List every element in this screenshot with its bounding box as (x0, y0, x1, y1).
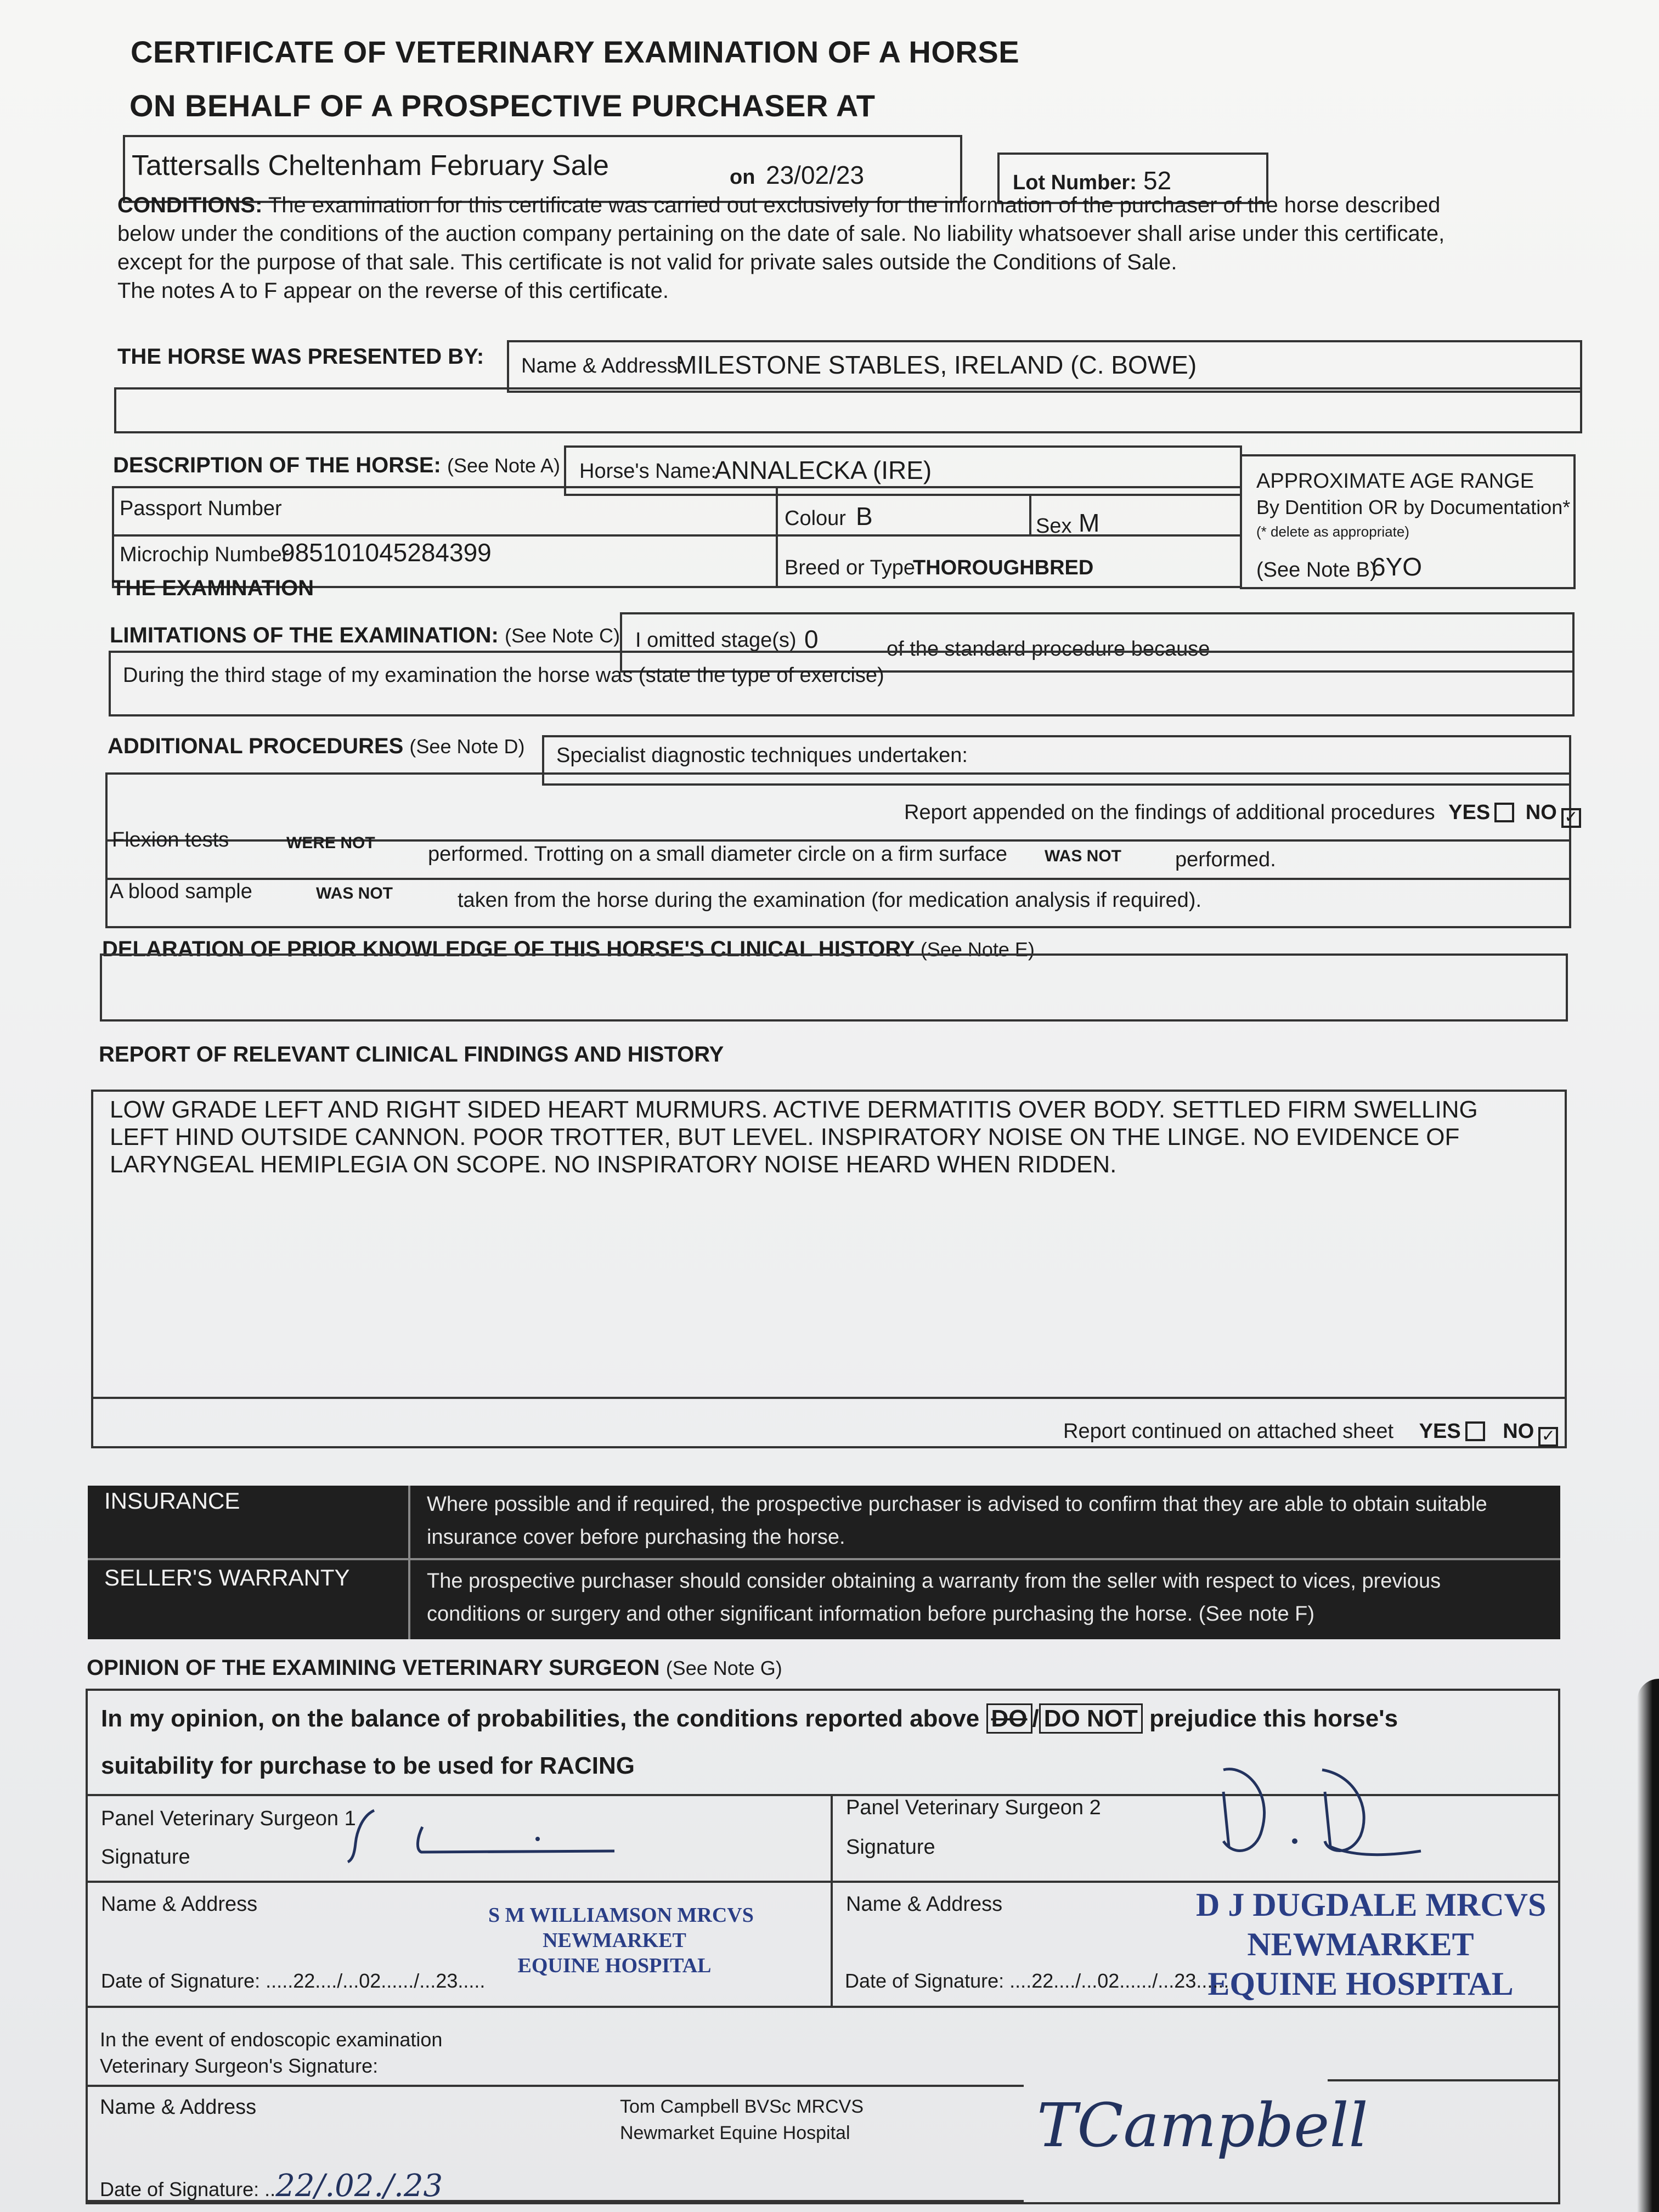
sale-date: 23/02/23 (766, 161, 865, 189)
lot-number: 52 (1143, 166, 1172, 195)
opinion-do-option[interactable]: DO (986, 1703, 1032, 1734)
passport-label: Passport Number (120, 497, 282, 520)
warranty-text: The prospective purchaser should consider obtaining a warranty from the seller with respect to vices, previous conditions or surgery and other significant information before purchasing the horse. (See note F) (427, 1570, 1441, 1626)
presented-value: MILESTONE STABLES, IRELAND (C. BOWE) (676, 351, 1197, 379)
additional-heading: ADDITIONAL PROCEDURES (See Note D) (108, 734, 525, 758)
horse-name-value: ANNALECKA (IRE) (714, 456, 932, 484)
panel2-signature (1212, 1759, 1443, 1869)
panel1-stamp: S M WILLIAMSON MRCVS NEWMARKET EQUINE HOSPITAL (488, 1904, 754, 1977)
colour-value: B (856, 502, 873, 531)
presented-label: Name & Address: (521, 354, 684, 377)
specialist-text: Specialist diagnostic techniques undertaken: (556, 744, 968, 767)
trot-value: WAS NOT (1045, 847, 1121, 865)
report-continued: Report continued on attached sheet YES NO ✓ (1063, 1420, 1558, 1447)
report-appended-yes-checkbox[interactable] (1494, 803, 1514, 822)
trot-text: performed. Trotting on a small diameter circle on a firm surface (428, 843, 1007, 866)
breed-label: Breed or Type (785, 556, 916, 579)
endoscopic-vet: Tom Campbell BVSc MRCVS Newmarket Equine Hospital (620, 2096, 864, 2143)
opinion-statement: In my opinion, on the balance of probabilities, the conditions reported above DO / DO NOT prejudice this horse's (101, 1705, 1398, 1733)
sex-label: Sex (1036, 515, 1072, 538)
endoscopic-signature-line (1328, 2079, 1558, 2081)
omitted-value: 0 (804, 625, 819, 653)
limitations-heading: LIMITATIONS OF THE EXAMINATION: (See Note C) (110, 623, 620, 647)
opinion-do-not-option[interactable]: DO NOT (1039, 1703, 1143, 1734)
report-appended-yes: YES (1448, 801, 1491, 824)
opinion-heading: OPINION OF THE EXAMINING VETERINARY SURGEON (See Note G) (87, 1656, 782, 1680)
grid-col-divider (776, 486, 778, 588)
panel2-stamp: D J DUGDALE MRCVS NEWMARKET EQUINE HOSPITAL (1196, 1887, 1547, 2002)
panel-bottom-divider (86, 2006, 1560, 2008)
report-continued-yes-checkbox[interactable] (1465, 1421, 1485, 1441)
panel1-signature (340, 1805, 636, 1865)
declaration-box (100, 953, 1568, 1022)
conditions-heading: CONDITIONS: (117, 193, 263, 217)
conditions-line-3: except for the purpose of that sale. This certificate is not valid for private sales outside the Conditions of Sale. (117, 250, 1177, 274)
endoscopic-heading: In the event of endoscopic examination Veterinary Surgeon's Signature: (100, 2028, 443, 2077)
lot-label: Lot Number: (1013, 171, 1137, 194)
conditions-line-1: The examination for this certificate was carried out exclusively for the information of the purchaser of the horse described (268, 193, 1441, 217)
presented-heading: THE HORSE WAS PRESENTED BY: (117, 345, 484, 369)
blood-value: WAS NOT (316, 884, 393, 902)
sex-value: M (1079, 509, 1100, 537)
age-see-note: (See Note B) (1256, 558, 1377, 582)
presented-address-box (114, 387, 1582, 433)
flexion-value: WERE NOT (286, 834, 375, 852)
conditions-block (117, 191, 1444, 305)
endoscopic-signature: TCampbell (1037, 2090, 1368, 2160)
findings-line-3: LARYNGEAL HEMIPLEGIA ON SCOPE. NO INSPIRATORY NOISE HEARD WHEN RIDDEN. (110, 1151, 1117, 1178)
flexion-label: Flexion tests (112, 828, 229, 851)
panel2-date: Date of Signature: ....22..../...02....../...23...... (845, 1970, 1229, 1992)
insurance-text: Where possible and if required, the prospective purchaser is advised to confirm that they are able to obtain suitable insurance cover before purchasing the horse. (427, 1493, 1487, 1549)
endoscopic-date: Date of Signature: ..22/.02./.23 (100, 2168, 443, 2204)
horse-name-label: Horse's Name: (579, 460, 717, 483)
conditions-line-4: The notes A to F appear on the reverse of this certificate. (117, 279, 669, 303)
age-heading: APPROXIMATE AGE RANGE (1256, 470, 1534, 493)
report-appended-text: Report appended on the findings of additional procedures YES NO ✓ (904, 801, 1581, 828)
endoscopic-divider (86, 2085, 1024, 2087)
additional-divider-2 (105, 878, 1571, 880)
panel-row-divider (86, 1881, 1560, 1883)
report-continued-yes: YES (1419, 1420, 1461, 1443)
omitted-suffix: of the standard procedure because (887, 637, 1210, 661)
warranty-label: SELLER'S WARRANTY (104, 1565, 350, 1590)
colour-label: Colour (785, 507, 846, 530)
findings-line-2: LEFT HIND OUTSIDE CANNON. POOR TROTTER, BUT LEVEL. INSPIRATORY NOISE ON THE LINGE. NO EVIDENCE OF (110, 1124, 1460, 1150)
examination-heading: THE EXAMINATION (112, 576, 314, 600)
report-continued-no: NO (1503, 1420, 1534, 1443)
third-stage-text: During the third stage of my examination the horse was (state the type of exercise) (123, 664, 884, 687)
panel1-signature-label: Signature (101, 1846, 190, 1869)
report-continued-no-checkbox[interactable]: ✓ (1538, 1427, 1558, 1447)
grid-col-divider-2 (1029, 494, 1031, 537)
panel2-name-label: Name & Address (846, 1893, 1003, 1916)
endoscopic-bottom-line (86, 2200, 1024, 2202)
omitted-label: I omitted stage(s) (635, 629, 797, 652)
advisory-divider (408, 1486, 410, 1639)
microchip-label: Microchip Number (120, 543, 289, 566)
endoscopic-name-label: Name & Address (100, 2096, 257, 2119)
panel2-title: Panel Veterinary Surgeon 2 (846, 1796, 1101, 1819)
findings-heading: REPORT OF RELEVANT CLINICAL FINDINGS AND HISTORY (99, 1042, 724, 1066)
blood-text: taken from the horse during the examination (for medication analysis if required). (458, 889, 1202, 912)
advisory-row-divider (88, 1558, 1560, 1560)
insurance-label: INSURANCE (104, 1488, 240, 1514)
report-appended-no-checkbox[interactable]: ✓ (1561, 808, 1581, 828)
description-heading: DESCRIPTION OF THE HORSE: (See Note A) (113, 453, 561, 477)
sale-on-label: on (730, 166, 755, 189)
trot-performed: performed. (1175, 848, 1276, 871)
age-line-2: By Dentition OR by Documentation* (1256, 496, 1571, 518)
panel1-name-label: Name & Address (101, 1893, 258, 1916)
report-appended-no: NO (1525, 801, 1557, 824)
endoscopic-date-handwritten: 22/.02./.23 (275, 2168, 443, 2204)
findings-text (110, 1096, 1478, 1178)
conditions-line-2: below under the conditions of the auction company pertaining on the date of sale. No liability whatsoever shall arise under this certificate, (117, 222, 1445, 246)
grid-row-divider (112, 534, 1242, 537)
findings-divider (91, 1397, 1567, 1399)
page-edge-shadow (1637, 1679, 1659, 2212)
title-line-1: CERTIFICATE OF VETERINARY EXAMINATION OF A HORSE (131, 35, 1020, 69)
age-value: 6YO (1372, 552, 1423, 581)
panel2-signature-label: Signature (846, 1836, 935, 1859)
title-line-2: ON BEHALF OF A PROSPECTIVE PURCHASER AT (129, 88, 876, 123)
panel1-title: Panel Veterinary Surgeon 1 (101, 1807, 356, 1830)
opinion-line-2: suitability for purchase to be used for RACING (101, 1752, 635, 1779)
findings-line-1: LOW GRADE LEFT AND RIGHT SIDED HEART MURMURS. ACTIVE DERMATITIS OVER BODY. SETTLED FIRM SWELLING (110, 1096, 1478, 1123)
declaration-heading: DELARATION OF PRIOR KNOWLEDGE OF THIS HORSE'S CLINICAL HISTORY (See Note E) (102, 937, 1035, 961)
microchip-value: 985101045284399 (281, 538, 492, 567)
blood-label: A blood sample (110, 880, 252, 903)
sale-name: Tattersalls Cheltenham February Sale (132, 150, 609, 182)
panel-divider (831, 1794, 833, 2008)
age-note: (* delete as appropriate) (1256, 523, 1409, 540)
panel1-date: Date of Signature: .....22..../...02....../...23..... (101, 1970, 486, 1992)
breed-value: THOROUGHBRED (913, 556, 1094, 579)
